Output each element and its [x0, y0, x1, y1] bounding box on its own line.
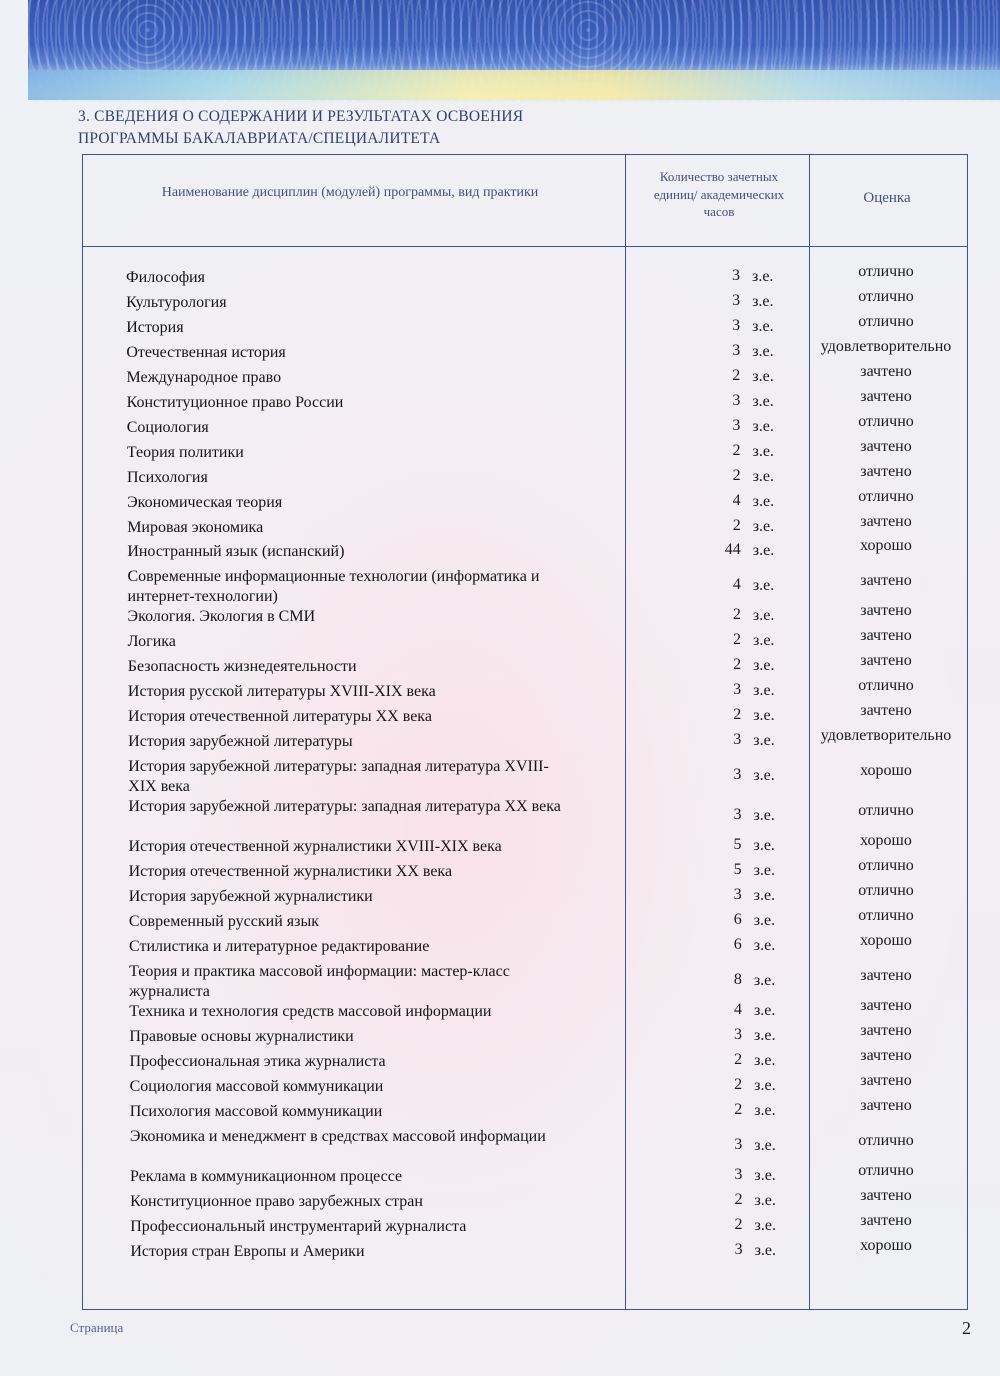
- credit-value: 3: [733, 886, 742, 903]
- credit-value: 2: [732, 467, 741, 484]
- grade-value: отлично: [858, 907, 914, 924]
- grade-value: хорошо: [860, 932, 912, 949]
- grade-value: зачтено: [860, 602, 912, 619]
- discipline-name: Теория и практика массовой информации: мастер-класс журналиста: [129, 963, 510, 1000]
- credit-value: 6: [733, 911, 742, 928]
- discipline-name: Социология: [126, 419, 209, 436]
- grade-value: зачтено: [860, 1072, 912, 1089]
- discipline-name: Современные информационные технологии (информатика и интернет-технологии): [127, 568, 540, 605]
- credit-unit: з.е.: [752, 468, 774, 485]
- discipline-name: Философия: [126, 269, 205, 286]
- credit-value: 2: [733, 706, 742, 723]
- credit-unit: з.е.: [753, 937, 776, 954]
- grade-value: хорошо: [860, 1237, 912, 1254]
- credit-unit: з.е.: [754, 1192, 776, 1209]
- credit-value: 5: [733, 836, 742, 853]
- grade-value: зачтено: [860, 967, 912, 984]
- credit-unit: з.е.: [752, 607, 775, 624]
- grade-value: зачтено: [860, 363, 912, 380]
- credit-unit: з.е.: [752, 493, 775, 510]
- credit-unit: з.е.: [753, 912, 776, 929]
- credit-unit: з.е.: [753, 657, 775, 674]
- grade-value: хорошо: [860, 832, 912, 849]
- grade-value: отлично: [858, 288, 914, 305]
- credit-unit: з.е.: [754, 1167, 776, 1184]
- credit-unit: з.е.: [754, 1137, 776, 1154]
- grade-value: отлично: [858, 488, 914, 505]
- discipline-name: Правовые основы журналистики: [129, 1028, 354, 1045]
- grade-value: зачтено: [860, 627, 912, 644]
- discipline-name: История отечественной литературы XX века: [128, 708, 432, 725]
- credit-unit: з.е.: [752, 368, 774, 385]
- credit-unit: з.е.: [753, 837, 775, 854]
- discipline-name: Отечественная история: [126, 344, 286, 361]
- credit-value: 5: [733, 861, 742, 878]
- header-discipline: Наименование дисциплин (модулей) программы, вид практики: [161, 185, 539, 200]
- discipline-name: Логика: [127, 633, 176, 650]
- header-credits: Количество зачетных единиц/ академических часов: [653, 169, 785, 219]
- discipline-name: Психология массовой коммуникации: [129, 1103, 383, 1120]
- discipline-name: Экономика и менеджмент в средствах массовой информации: [129, 1128, 546, 1145]
- discipline-name: Психология: [126, 469, 208, 486]
- credit-value: 2: [734, 1051, 743, 1068]
- discipline-name: Экономическая теория: [127, 494, 283, 511]
- discipline-name: История русской литературы XVIII-XIX века: [127, 683, 436, 700]
- grade-value: зачтено: [860, 1047, 912, 1064]
- credit-unit: з.е.: [754, 1102, 776, 1119]
- credit-unit: з.е.: [752, 318, 774, 335]
- section-title: 3. СВЕДЕНИЯ О СОДЕРЖАНИИ И РЕЗУЛЬТАТАХ ОСВОЕНИЯ ПРОГРАММЫ БАКАЛАВРИАТА/СПЕЦИАЛИТЕТА: [78, 108, 524, 147]
- discipline-name: Иностранный язык (испанский): [127, 543, 345, 560]
- grade-value: отлично: [858, 1162, 914, 1179]
- credit-value: 4: [733, 1001, 742, 1018]
- grade-value: отлично: [858, 677, 914, 694]
- credit-unit: з.е.: [753, 732, 775, 749]
- grade-value: зачтено: [860, 572, 912, 589]
- credit-value: 8: [733, 971, 742, 988]
- credit-value: 2: [732, 517, 741, 534]
- credit-value: 3: [733, 766, 742, 783]
- grade-value: зачтено: [860, 388, 912, 405]
- grade-value: зачтено: [860, 438, 912, 455]
- credit-value: 3: [734, 1166, 743, 1183]
- credit-value: 3: [732, 392, 741, 409]
- credit-value: 44: [724, 541, 741, 558]
- credit-value: 2: [732, 442, 741, 459]
- credit-unit: з.е.: [753, 862, 775, 879]
- credit-unit: з.е.: [753, 807, 775, 824]
- grade-value: зачтено: [860, 702, 912, 719]
- discipline-name: Конституционное право России: [126, 394, 344, 411]
- credit-unit: з.е.: [752, 443, 774, 460]
- grade-value: отлично: [858, 263, 914, 280]
- credit-value: 4: [732, 576, 741, 593]
- credit-value: 2: [733, 656, 742, 673]
- credit-value: 3: [733, 681, 742, 698]
- credit-unit: з.е.: [752, 293, 774, 310]
- credit-unit: з.е.: [753, 972, 776, 989]
- credit-unit: з.е.: [754, 1027, 776, 1044]
- credit-unit: з.е.: [753, 707, 775, 724]
- discipline-name: Реклама в коммуникационном процессе: [129, 1168, 403, 1185]
- credit-value: 4: [732, 492, 741, 509]
- discipline-name: Мировая экономика: [127, 519, 264, 536]
- page-number: 2: [962, 1318, 971, 1338]
- credit-unit: з.е.: [752, 268, 774, 285]
- grade-value: зачтено: [860, 513, 912, 530]
- credit-value: 3: [732, 267, 740, 284]
- discipline-name: Культурология: [126, 294, 227, 311]
- discipline-name: Безопасность жизнедеятельности: [127, 658, 357, 675]
- grade-value: зачтено: [860, 1212, 912, 1229]
- discipline-name: Техника и технология средств массовой информации: [129, 1003, 492, 1020]
- grade-value: отлично: [858, 802, 914, 819]
- header-grade: Оценка: [863, 190, 911, 206]
- credit-value: 3: [734, 1136, 743, 1153]
- discipline-name: Международное право: [126, 369, 282, 386]
- discipline-name: Современный русский язык: [128, 913, 319, 930]
- credit-unit: з.е.: [753, 632, 775, 649]
- grade-value: отлично: [858, 1132, 914, 1149]
- grade-value: зачтено: [860, 463, 912, 480]
- credit-unit: з.е.: [752, 393, 774, 410]
- credit-unit: з.е.: [753, 887, 776, 904]
- discipline-name: История: [126, 319, 184, 336]
- credit-unit: з.е.: [752, 577, 775, 594]
- grade-value: отлично: [858, 313, 914, 330]
- credit-value: 3: [733, 731, 742, 748]
- grade-value: удовлетворительно: [820, 338, 952, 355]
- grade-value: зачтено: [860, 1187, 912, 1204]
- grade-value: зачтено: [860, 1022, 912, 1039]
- grade-value: отлично: [858, 882, 914, 899]
- discipline-name: История отечественной журналистики XVIII-XIX века: [128, 838, 502, 855]
- discipline-name: Стилистика и литературное редактирование: [129, 938, 430, 955]
- credit-unit: з.е.: [752, 418, 774, 435]
- credit-unit: з.е.: [752, 343, 774, 360]
- credit-value: 2: [732, 367, 741, 384]
- credit-value: 3: [732, 342, 741, 359]
- discipline-name: Теория политики: [126, 444, 244, 461]
- credit-value: 2: [734, 1191, 743, 1208]
- grade-value: хорошо: [860, 762, 912, 779]
- grade-value: отлично: [858, 857, 914, 874]
- credit-unit: з.е.: [753, 767, 775, 784]
- discipline-name: Социология массовой коммуникации: [129, 1078, 384, 1095]
- grade-value: зачтено: [860, 997, 912, 1014]
- discipline-name: История зарубежной литературы: западная литература XVIII-XIX века: [128, 758, 549, 795]
- discipline-name: История стран Европы и Америки: [130, 1243, 365, 1260]
- credit-value: 2: [733, 631, 741, 648]
- grade-value: хорошо: [860, 537, 912, 554]
- credit-unit: з.е.: [754, 1217, 776, 1234]
- credit-value: 3: [733, 806, 742, 823]
- discipline-name: Экология. Экология в СМИ: [127, 608, 316, 625]
- grade-value: зачтено: [860, 652, 912, 669]
- credit-value: 3: [732, 417, 741, 434]
- credit-unit: з.е.: [753, 1002, 776, 1019]
- discipline-name: Конституционное право зарубежных стран: [130, 1193, 423, 1210]
- credit-unit: з.е.: [754, 1052, 776, 1069]
- grade-value: зачтено: [860, 1097, 912, 1114]
- credit-value: 2: [734, 1101, 743, 1118]
- credit-unit: з.е.: [753, 682, 775, 699]
- credit-value: 3: [734, 1241, 743, 1258]
- discipline-name: История отечественной журналистики XX века: [128, 863, 453, 880]
- credit-unit: з.е.: [752, 542, 775, 559]
- credit-value: 2: [734, 1076, 743, 1093]
- page-label: Страница: [70, 1320, 124, 1335]
- discipline-name: История зарубежной журналистики: [128, 888, 373, 905]
- discipline-name: Профессиональная этика журналиста: [129, 1053, 386, 1070]
- credit-unit: з.е.: [754, 1242, 776, 1259]
- discipline-name: История зарубежной литературы: [128, 733, 353, 750]
- credit-value: 6: [733, 936, 742, 953]
- credit-unit: з.е.: [752, 518, 775, 535]
- grade-value: удовлетворительно: [820, 727, 952, 744]
- credit-value: 3: [734, 1026, 743, 1043]
- grade-value: отлично: [858, 413, 914, 430]
- credit-value: 3: [732, 292, 741, 309]
- credit-unit: з.е.: [754, 1077, 776, 1094]
- credit-value: 2: [732, 606, 741, 623]
- discipline-name: Профессиональный инструментарий журналиста: [130, 1218, 467, 1235]
- credit-value: 2: [734, 1216, 743, 1233]
- credit-value: 3: [732, 317, 741, 334]
- discipline-name: История зарубежной литературы: западная литература XX века: [128, 798, 561, 815]
